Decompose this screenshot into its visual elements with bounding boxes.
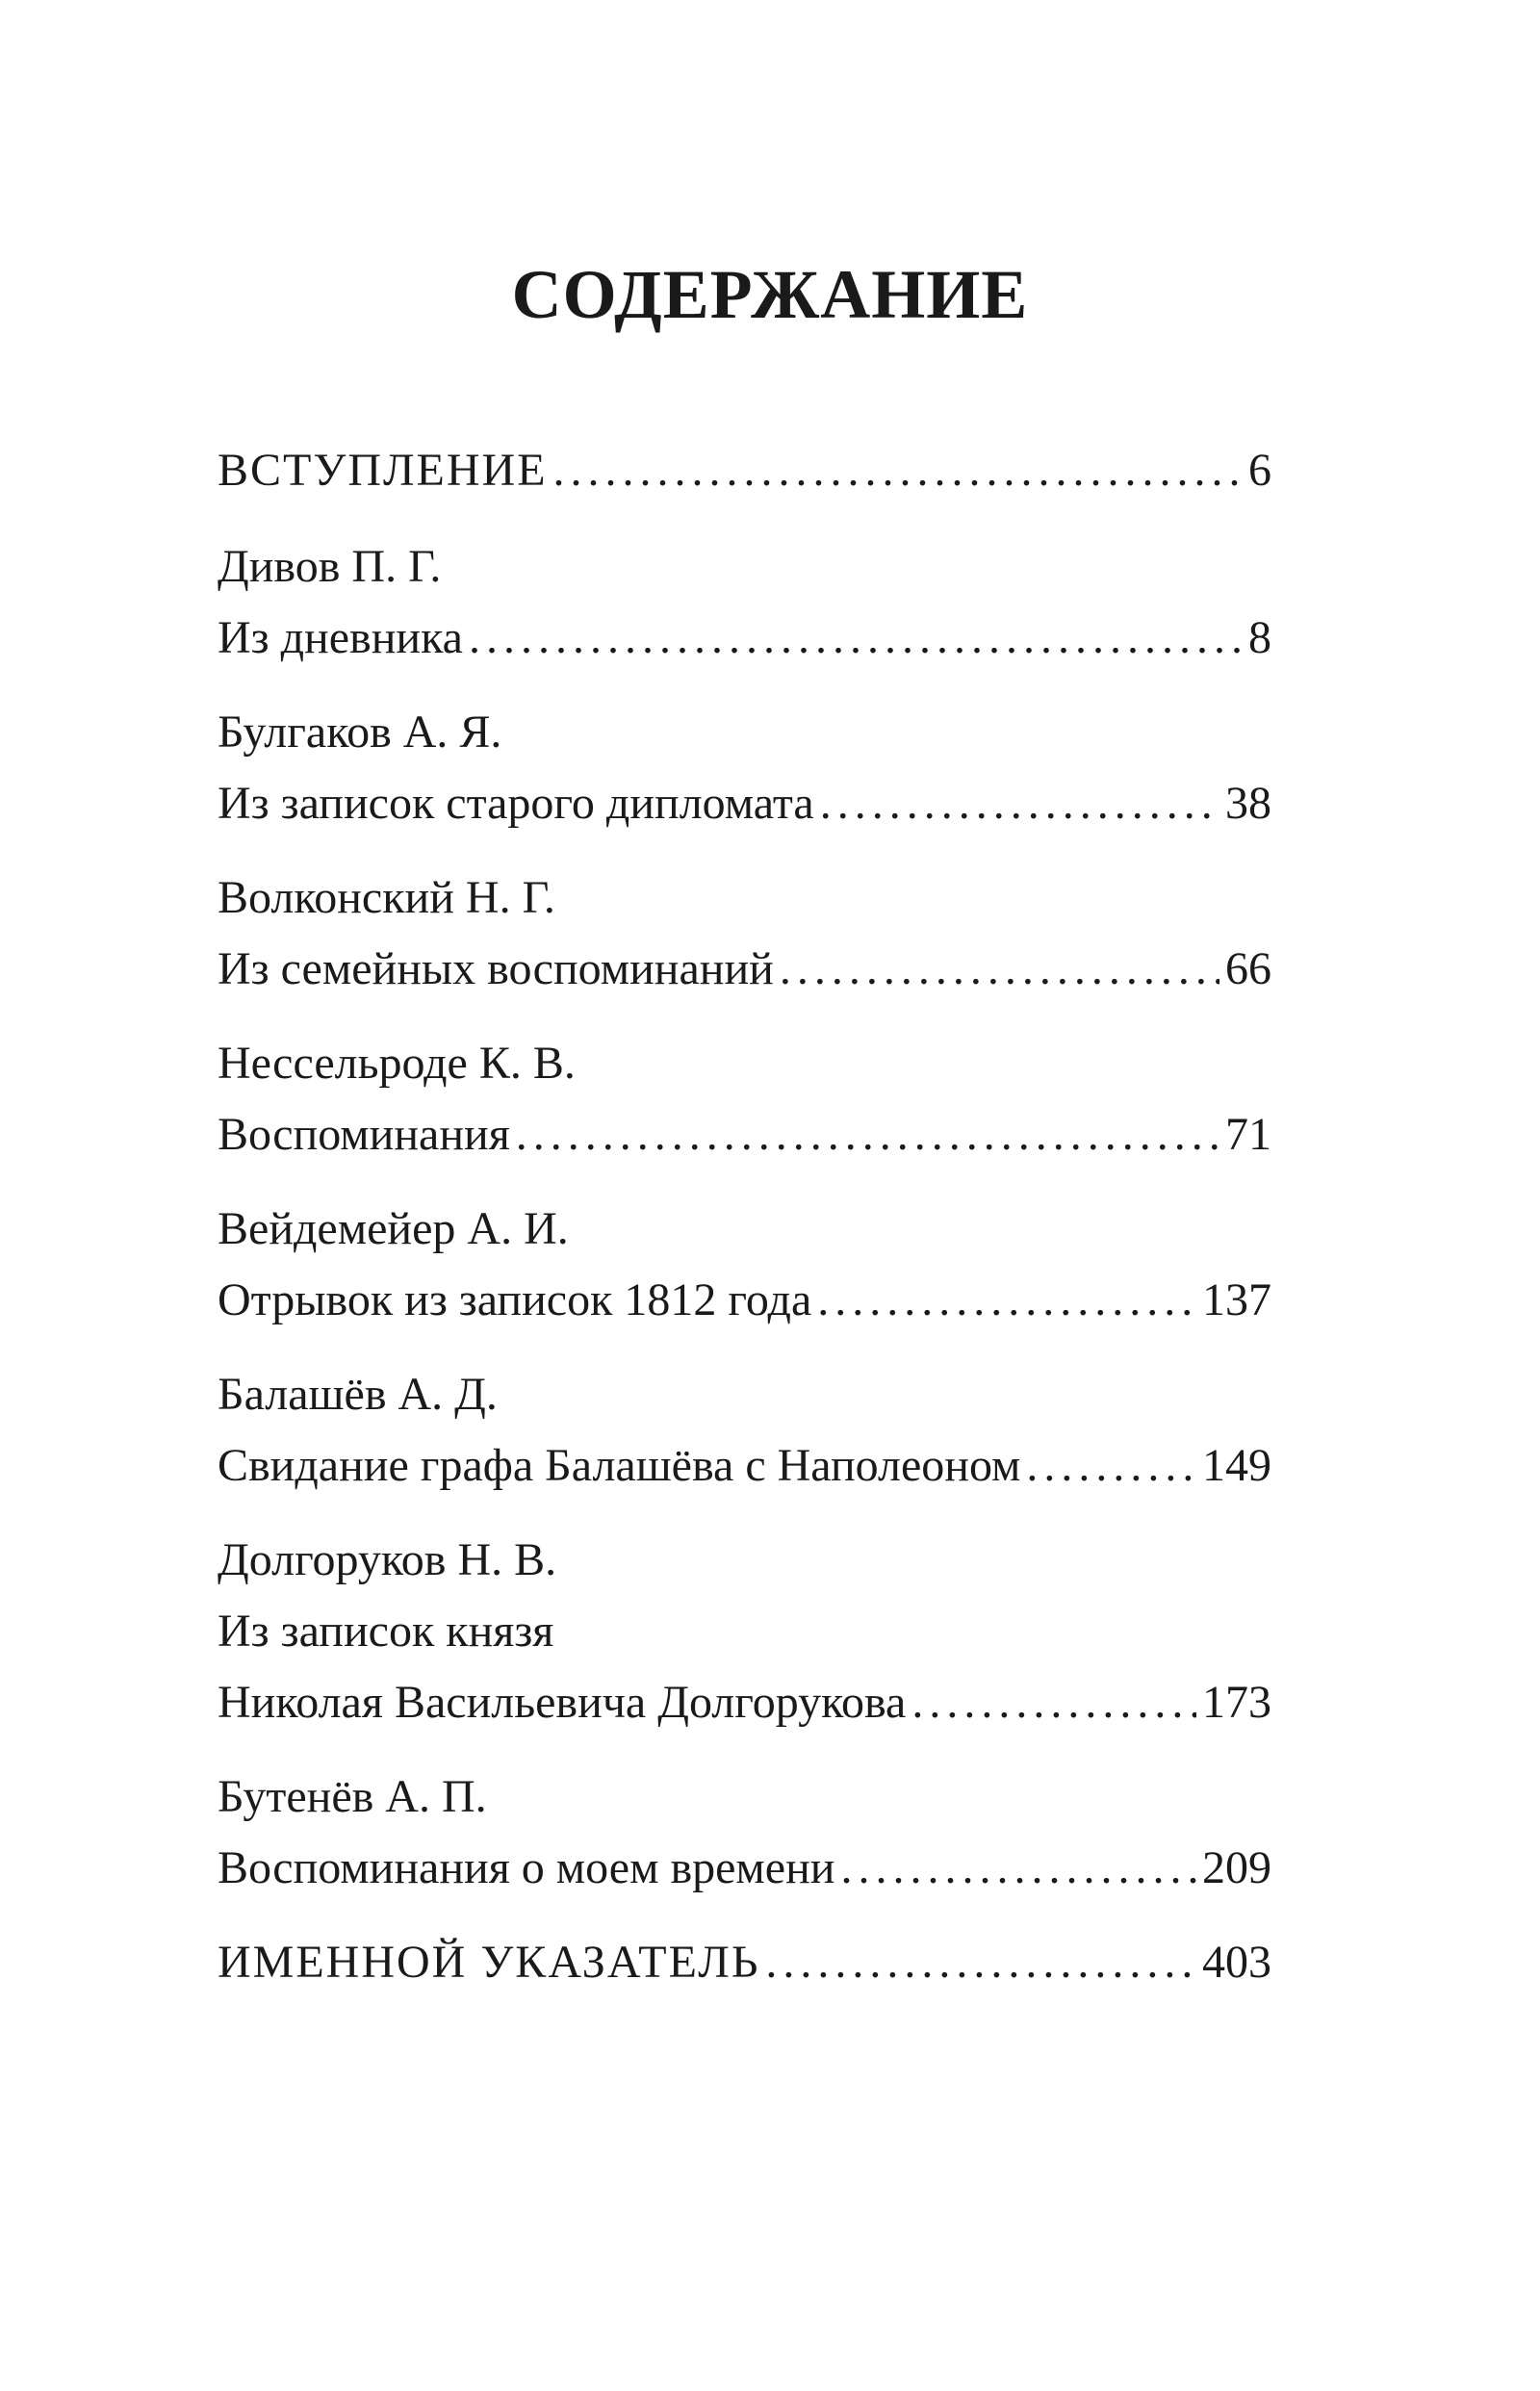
dot-leader <box>765 1927 1196 1998</box>
dot-leader <box>911 1667 1196 1738</box>
dot-leader <box>820 768 1219 839</box>
toc-entry-divov[interactable] <box>218 531 1271 674</box>
toc-entry-title: ВСТУПЛЕНИЕ <box>218 445 548 496</box>
toc-entry-nesselrode[interactable] <box>218 1028 1271 1170</box>
toc-row <box>218 1430 1271 1502</box>
toc-row <box>218 768 1271 839</box>
toc-row <box>218 1099 1271 1170</box>
toc-entry-title: Свидание графа Балашёва с Наполеоном <box>218 1440 1021 1491</box>
toc-entry-title: Воспоминания о моем времени <box>218 1842 835 1893</box>
toc-page-number: 6 <box>1248 445 1271 496</box>
toc-entry-butenev[interactable] <box>218 1761 1271 1904</box>
toc-entry-author: Долгоруков Н. В. <box>218 1534 557 1585</box>
toc-entry-title-line: Из записок князя <box>218 1606 554 1657</box>
toc-entry-title: Из записок старого дипломата <box>218 778 814 829</box>
toc-entry-author: Бутенёв А. П. <box>218 1771 487 1822</box>
toc-entry-author: Нессельроде К. В. <box>218 1038 576 1089</box>
toc-row <box>218 1833 1271 1904</box>
toc-entry-author: Балашёв А. Д. <box>218 1369 498 1420</box>
toc-page-number: 8 <box>1248 612 1271 663</box>
page-title: СОДЕРЖАНИЕ <box>511 256 1029 333</box>
toc-row <box>218 1667 1271 1738</box>
toc-entry-title: ИМЕННОЙ УКАЗАТЕЛЬ <box>218 1937 760 1988</box>
toc-entry-volkonsky[interactable] <box>218 862 1271 1005</box>
toc-page-number: 137 <box>1202 1274 1271 1325</box>
dot-leader <box>840 1833 1196 1904</box>
toc-entry-bulgakov[interactable] <box>218 697 1271 839</box>
table-of-contents <box>218 435 1271 2023</box>
toc-entry-title: Из дневника <box>218 612 463 663</box>
toc-entry-weidemeyer[interactable] <box>218 1194 1271 1336</box>
toc-page-number: 71 <box>1225 1109 1271 1160</box>
toc-entry-title: Из семейных воспоминаний <box>218 943 774 994</box>
dot-leader <box>817 1265 1196 1336</box>
toc-entry-title: Николая Васильевича Долгорукова <box>218 1677 907 1728</box>
toc-entry-author: Вейдемейер А. И. <box>218 1203 569 1254</box>
toc-page-number: 403 <box>1202 1937 1271 1988</box>
toc-row <box>218 1265 1271 1336</box>
toc-row <box>218 435 1271 506</box>
toc-page-number: 149 <box>1202 1440 1271 1491</box>
dot-leader <box>553 435 1243 506</box>
toc-entry-title: Отрывок из записок 1812 года <box>218 1274 812 1325</box>
toc-row <box>218 1927 1271 1998</box>
toc-row <box>218 603 1271 674</box>
toc-entry-name-index[interactable] <box>218 1927 1271 1998</box>
toc-page-number: 66 <box>1225 943 1271 994</box>
toc-entry-author: Волконский Н. Г. <box>218 872 555 923</box>
toc-entry-introduction[interactable] <box>218 435 1271 506</box>
dot-leader <box>469 603 1243 674</box>
toc-entry-balashov[interactable] <box>218 1359 1271 1502</box>
toc-entry-dolgorukov[interactable] <box>218 1525 1271 1738</box>
toc-entry-title: Воспоминания <box>218 1109 510 1160</box>
dot-leader <box>780 934 1219 1005</box>
toc-page-number: 38 <box>1225 778 1271 829</box>
toc-row <box>218 934 1271 1005</box>
toc-page-number: 173 <box>1202 1677 1271 1728</box>
toc-entry-author: Булгаков А. Я. <box>218 707 502 758</box>
toc-entry-author: Дивов П. Г. <box>218 541 442 592</box>
toc-page-number: 209 <box>1202 1842 1271 1893</box>
dot-leader <box>516 1099 1219 1170</box>
dot-leader <box>1026 1430 1196 1502</box>
